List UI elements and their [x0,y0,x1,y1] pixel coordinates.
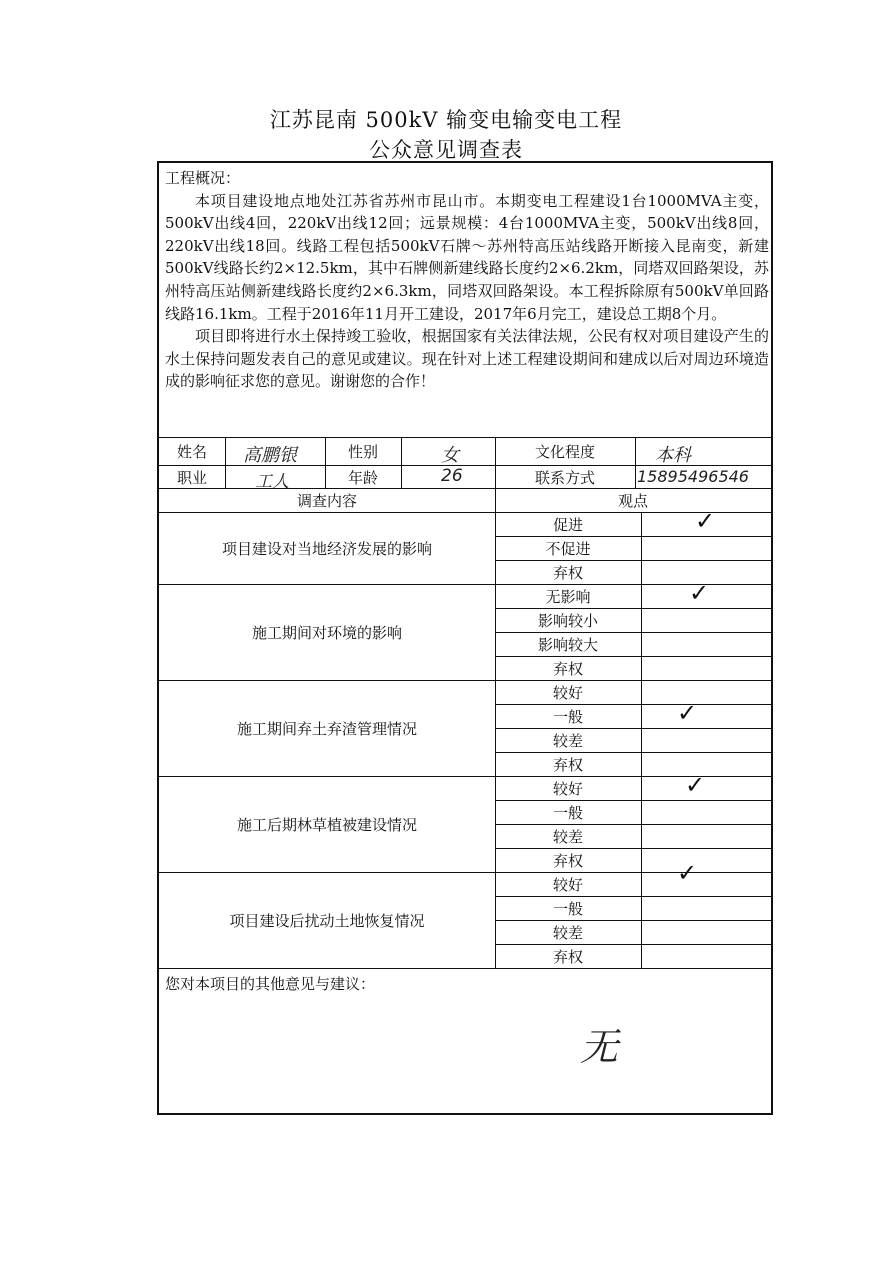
info-col-rule [401,437,402,488]
q1-option-3: 弃权 [552,564,583,582]
info-col-rule [225,437,226,488]
overview-paragraph-1: 本项目建设地点地处江苏省苏州市昆山市。本期变电工程建设1台1000MVA主变，500kV出线4回，220kV出线12回；远景规模：4台1000MVA主变，500kV出线8回，220kV出线18回。线路工程包括500kV石牌～苏州特高压站线路开断接入昆南变，新建500kV线路长约2×12.5km，其中石牌侧新建线路长度约2×6.2km，同塔双回路架设，苏州特高压站侧新建线路长度约2×6.3km，同塔双回路架设。本工程拆除原有500kV单回路线路16.1km。工程于2016年11月开工建设，2017年6月完工，建设总工期8个月。 [165,191,769,323]
q4-option-4: 弃权 [552,852,583,870]
question-3: 施工期间弃土弃渣管理情况 [236,720,417,738]
q5-check-mark: ✓ [677,859,698,887]
q5-option-4: 弃权 [552,948,583,966]
other-opinions-label: 您对本项目的其他意见与建议： [165,975,376,993]
form-subtitle: 公众意见调查表 [369,138,523,162]
form-title: 江苏昆南 500kV 输变电输变电工程 [269,108,623,132]
question-2: 施工期间对环境的影响 [251,624,402,642]
contact-label: 联系方式 [534,468,595,487]
q4-check-mark: ✓ [685,771,706,799]
q3-option-3: 较差 [552,732,583,750]
q5-bottom-rule [159,968,771,969]
q3-option-1: 较好 [552,684,583,702]
age-value: 26 [441,466,463,486]
name-value: 高鹏银 [243,445,297,466]
q5-option-3: 较差 [552,924,583,942]
education-value: 本科 [655,445,691,466]
option-opinion-divider [641,512,642,968]
q5-option-1: 较好 [552,876,583,894]
gender-label: 性别 [347,443,378,461]
info-top-rule [159,437,771,438]
overview-heading: 工程概况： [165,169,241,187]
q4-option-2: 一般 [552,804,583,822]
name-label: 姓名 [176,443,207,461]
project-overview [165,167,769,393]
q1-option-1: 促进 [552,516,583,534]
q5-option-2: 一般 [552,900,583,918]
contact-value: 15895496546 [637,467,749,486]
question-4: 施工后期林草植被建设情况 [236,816,417,834]
education-label: 文化程度 [534,443,595,461]
handwritten-response: 无 [580,1025,619,1069]
content-column-header: 调查内容 [296,492,357,510]
q3-option-4: 弃权 [552,756,583,774]
q2-check-mark: ✓ [689,579,710,607]
opinion-column-header: 观点 [617,492,648,510]
q2-option-4: 弃权 [552,660,583,678]
overview-paragraph-2: 项目即将进行水土保持竣工验收，根据国家有关法律法规，公民有权对项目建设产生的水土保持问题发表自己的意见或建议。现在针对上述工程建设期间和建成以后对周边环境造成的影响征求您的意见。谢谢您的合作！ [165,327,769,391]
q1-check-mark: ✓ [695,507,716,535]
age-label: 年龄 [347,468,378,487]
job-value: 工人 [255,472,289,492]
info-col-rule [635,437,636,488]
q4-option-3: 较差 [552,828,583,846]
gender-value: 女 [441,445,459,466]
q2-option-1: 无影响 [545,588,591,606]
job-label: 职业 [176,468,207,487]
question-5: 项目建设后扰动土地恢复情况 [229,912,425,930]
q2-option-3: 影响较大 [537,636,598,654]
q3-check-mark: ✓ [677,699,698,727]
q4-option-1: 较好 [552,780,583,798]
survey-form [157,161,773,1115]
q2-option-2: 影响较小 [537,612,598,630]
q1-option-2: 不促进 [545,540,591,558]
question-1: 项目建设对当地经济发展的影响 [221,540,432,558]
q3-option-2: 一般 [552,708,583,726]
